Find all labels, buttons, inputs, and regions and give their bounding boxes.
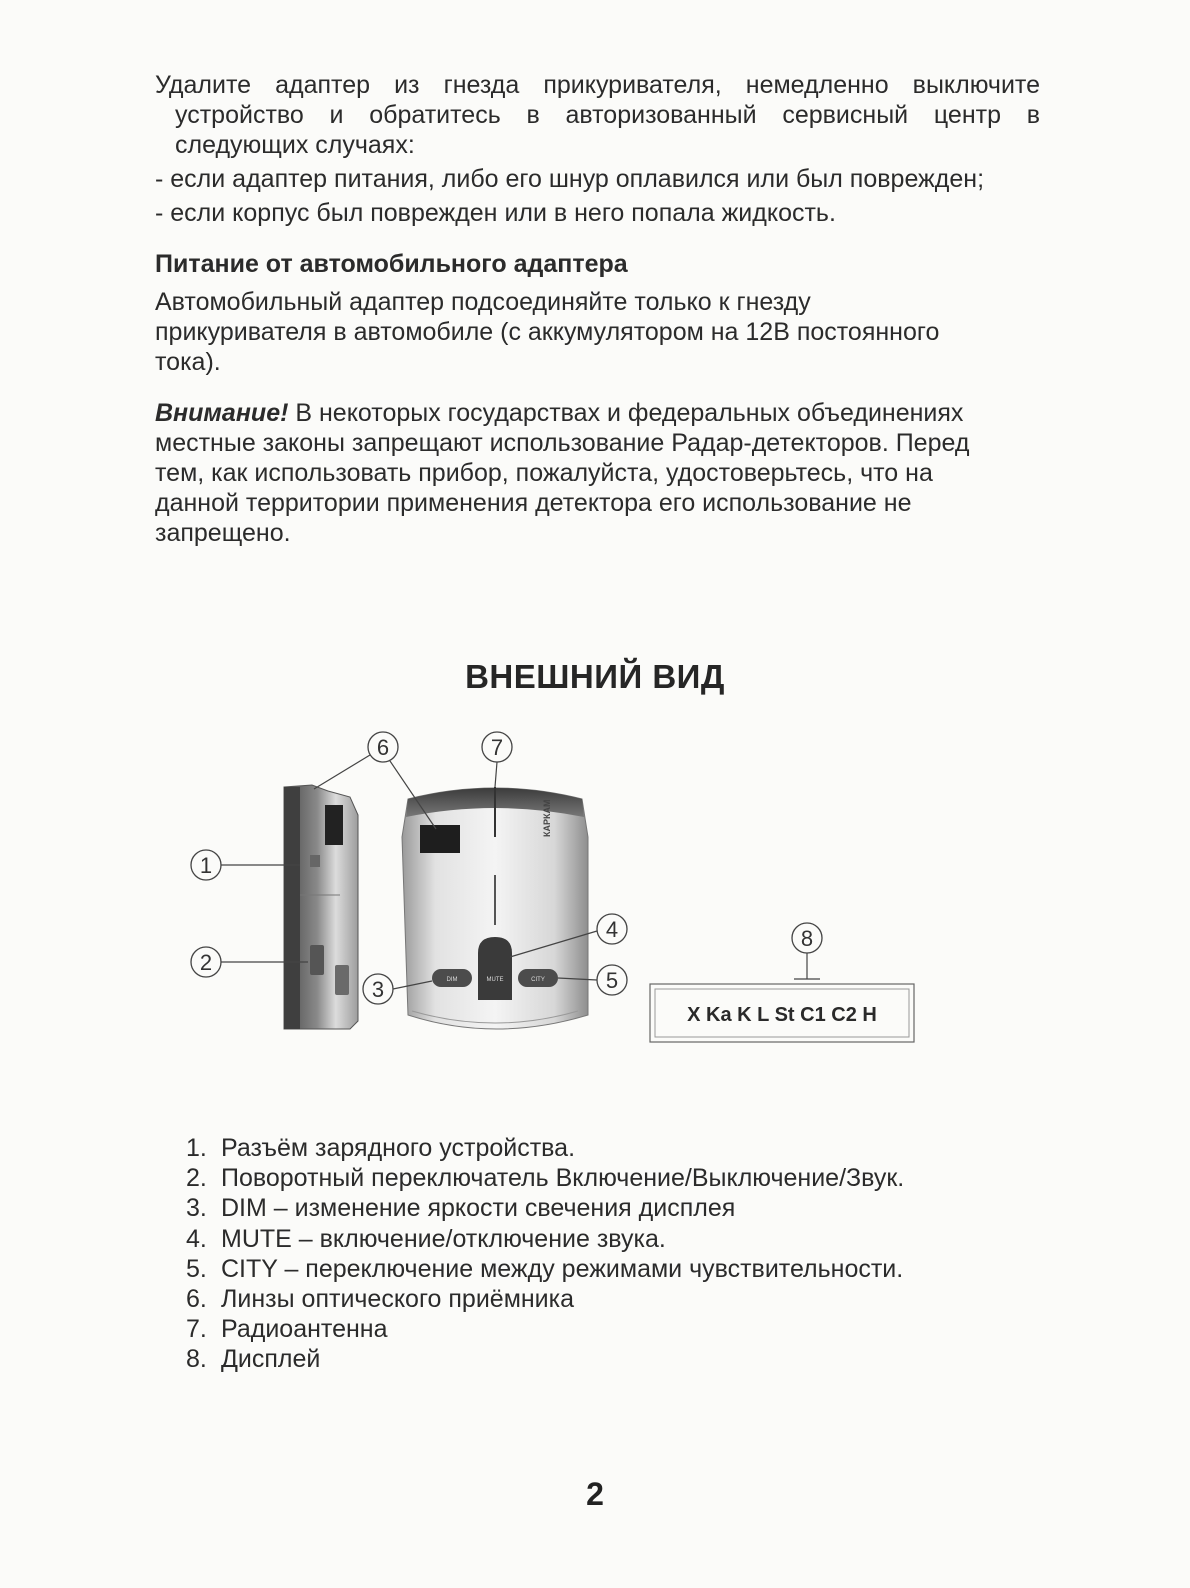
device-side-view xyxy=(284,785,358,1029)
legend-text: Линзы оптического приёмника xyxy=(221,1285,575,1314)
mute-button-label: MUTE xyxy=(486,977,504,983)
callout-5: 5 xyxy=(605,968,619,993)
display-panel xyxy=(650,984,914,1042)
warning-line: данной территории применения детектора его использование не xyxy=(155,489,912,517)
legend-item xyxy=(186,1254,904,1284)
warning-first-line-rest: В некоторых государствах и федеральных объединениях xyxy=(288,399,964,427)
page-number: 2 xyxy=(586,1476,604,1512)
legend-item xyxy=(186,1344,904,1374)
city-button-label: CITY xyxy=(531,977,545,983)
legend-item xyxy=(186,1163,904,1193)
legend-text: MUTE – включение/отключение звука. xyxy=(221,1224,666,1253)
mute-button xyxy=(478,937,512,1000)
callout-8: 8 xyxy=(800,926,814,951)
callout-3: 3 xyxy=(371,977,385,1002)
warning-title: Внимание! xyxy=(155,399,289,427)
brand-label: КАРКАМ xyxy=(542,799,552,837)
legend-number: 7. xyxy=(186,1315,207,1344)
warning-first-line xyxy=(155,398,1040,428)
optical-lens-front xyxy=(420,825,460,853)
legend-item xyxy=(186,1133,904,1163)
legend-text: Дисплей xyxy=(221,1345,321,1374)
power-line: прикуривателя в автомобиле (с аккумулятором на 12В постоянного xyxy=(155,318,940,346)
intro-block xyxy=(155,70,1040,228)
power-section xyxy=(155,249,1040,377)
legend-number: 8. xyxy=(186,1345,207,1374)
legend-number: 5. xyxy=(186,1254,207,1283)
dim-button-label: DIM xyxy=(446,977,458,983)
display-indicators: X Ka K L St C1 C2 H xyxy=(687,1004,877,1026)
charger-port xyxy=(310,855,320,867)
legend-number: 2. xyxy=(186,1164,207,1193)
device-front-view xyxy=(402,787,588,1029)
legend-text: Радиоантенна xyxy=(221,1315,388,1344)
power-line: тока). xyxy=(155,348,221,376)
warning-line: запрещено. xyxy=(155,519,291,547)
legend-item xyxy=(186,1193,904,1223)
intro-lead-line: Удалите адаптер из гнезда прикуривателя, немедленно выключите xyxy=(155,71,1040,99)
intro-bullet: - если корпус был поврежден или в него попала жидкость. xyxy=(155,199,836,227)
legend-item xyxy=(186,1314,904,1344)
legend-number: 1. xyxy=(186,1134,207,1162)
callout-4: 4 xyxy=(605,917,619,942)
warning-section xyxy=(155,398,1040,548)
power-heading: Питание от автомобильного адаптера xyxy=(155,250,628,278)
legend-number: 6. xyxy=(186,1285,207,1314)
intro-lead-line: устройство и обратитесь в авторизованный сервисный центр в xyxy=(175,101,1040,129)
legend-text: DIM – изменение яркости свечения дисплея xyxy=(221,1194,736,1223)
legend-number: 4. xyxy=(186,1224,207,1253)
power-line: Автомобильный адаптер подсоединяйте только к гнезду xyxy=(155,288,811,316)
section-title: ВНЕШНИЙ ВИД xyxy=(465,658,725,695)
legend-item xyxy=(186,1284,904,1314)
parts-legend xyxy=(186,1133,904,1375)
warning-line: тем, как использовать прибор, пожалуйста, удостоверьтесь, что на xyxy=(155,459,933,487)
intro-lead xyxy=(155,70,1040,160)
callout-2: 2 xyxy=(199,950,213,975)
legend-text: CITY – переключение между режимами чувствительности. xyxy=(221,1254,904,1283)
warning-line: местные законы запрещают использование Радар-детекторов. Перед xyxy=(155,429,970,457)
legend-number: 3. xyxy=(186,1194,207,1223)
intro-lead-line: следующих случаях: xyxy=(175,131,415,159)
callout-7: 7 xyxy=(490,735,504,760)
legend-item xyxy=(186,1224,904,1254)
intro-bullet: - если адаптер питания, либо его шнур оплавился или был поврежден; xyxy=(155,165,985,193)
legend-text: Поворотный переключатель Включение/Выключение/Звук. xyxy=(221,1164,905,1193)
rotary-switch xyxy=(310,945,324,975)
device-figure xyxy=(180,725,940,1060)
legend-text: Разъём зарядного устройства. xyxy=(221,1134,576,1162)
callout-1: 1 xyxy=(199,853,213,878)
optical-lens-side xyxy=(325,805,343,845)
callout-6: 6 xyxy=(376,735,390,760)
